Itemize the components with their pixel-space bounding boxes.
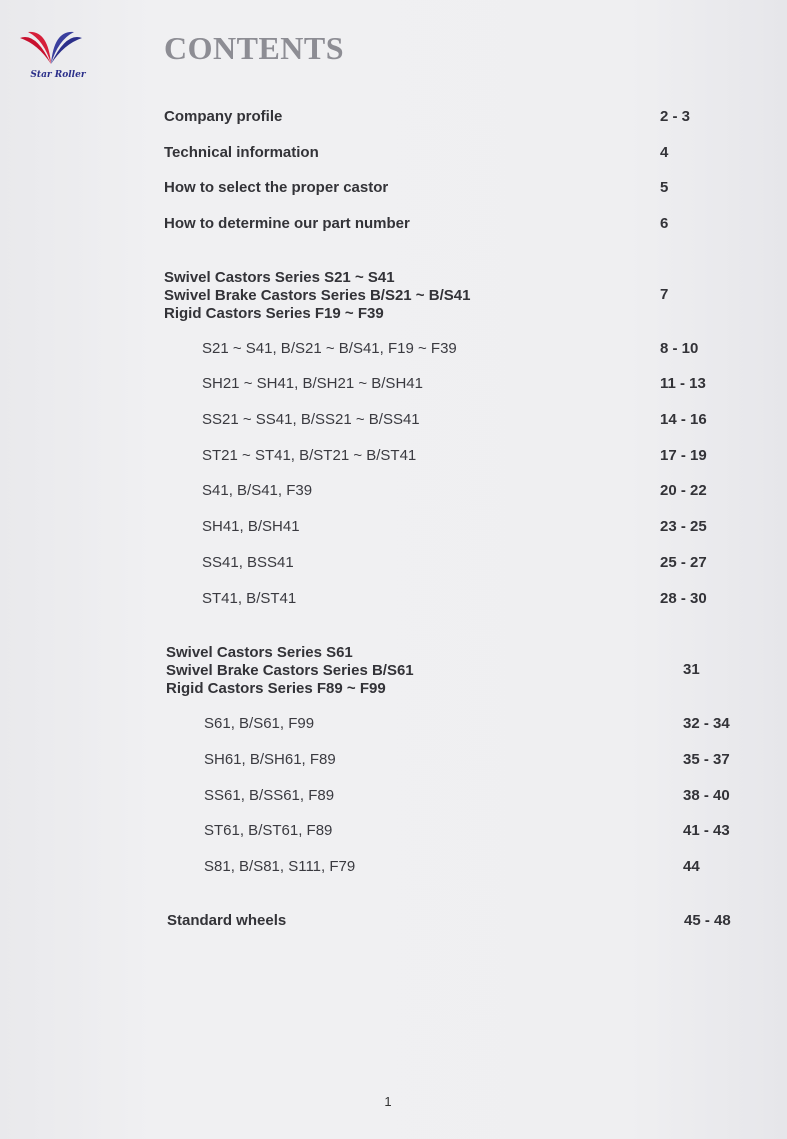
toc-subentry-pages: 35 - 37 <box>683 751 730 768</box>
toc-subentry-label: S81, B/S81, S111, F79 <box>204 858 356 875</box>
toc-subentry-pages: 38 - 40 <box>683 787 730 804</box>
toc-group-pages: 7 <box>660 286 669 303</box>
toc-entry-label: Technical information <box>164 144 319 161</box>
toc-subentry-label: SS21 ~ SS41, B/SS21 ~ B/SS41 <box>202 411 420 428</box>
toc-group-line: Swivel Castors Series S21 ~ S41 <box>164 269 395 286</box>
toc-subentry-pages: 11 - 13 <box>660 375 706 392</box>
toc-subentry-pages: 23 - 25 <box>660 518 707 535</box>
logo-brand-text: Star Roller <box>30 70 86 80</box>
toc-subentry-label: SS61, B/SS61, F89 <box>204 787 335 804</box>
toc-subentry-label: S61, B/S61, F99 <box>204 715 315 732</box>
toc-subentry-label: SH41, B/SH41 <box>202 518 300 535</box>
toc-subentry-label: SH61, B/SH61, F89 <box>204 751 336 768</box>
toc-subentry-pages: 25 - 27 <box>660 554 707 571</box>
toc-subentry-label: S21 ~ S41, B/S21 ~ B/S41, F19 ~ F39 <box>202 340 457 357</box>
toc-subentry-pages: 17 - 19 <box>660 447 707 464</box>
toc-subentry-label: S41, B/S41, F39 <box>202 482 313 499</box>
toc-subentry-label: SS41, BSS41 <box>202 554 294 571</box>
toc-subentry-pages: 8 - 10 <box>660 340 699 357</box>
toc-subentry-pages: 44 <box>683 858 700 875</box>
toc-entry-label: How to select the proper castor <box>164 179 389 196</box>
toc-subentry-pages: 41 - 43 <box>683 822 730 839</box>
page-number: 1 <box>384 1094 392 1109</box>
toc-subentry-label: ST21 ~ ST41, B/ST21 ~ B/ST41 <box>202 447 417 464</box>
toc-subentry-label: SH21 ~ SH41, B/SH21 ~ B/SH41 <box>202 375 423 392</box>
star-roller-logo <box>14 30 90 86</box>
toc-entry-pages: 4 <box>660 144 669 161</box>
toc-entry-pages: 2 - 3 <box>660 108 691 125</box>
toc-entry-pages: 5 <box>660 179 669 196</box>
toc-entry-pages: 45 - 48 <box>684 912 731 929</box>
toc-subentry-pages: 20 - 22 <box>660 482 707 499</box>
toc-entry-label: Company profile <box>164 108 283 125</box>
toc-group-line: Rigid Castors Series F89 ~ F99 <box>166 680 386 697</box>
toc-subentry-pages: 32 - 34 <box>683 715 730 732</box>
toc-group-line: Rigid Castors Series F19 ~ F39 <box>164 305 384 322</box>
toc-entry-label: Standard wheels <box>167 912 287 929</box>
toc-subentry-pages: 14 - 16 <box>660 411 707 428</box>
toc-subentry-pages: 28 - 30 <box>660 590 707 607</box>
toc-subentry-label: ST41, B/ST41 <box>202 590 297 607</box>
toc-subentry-label: ST61, B/ST61, F89 <box>204 822 333 839</box>
page-title: CONTENTS <box>164 30 345 66</box>
toc-entry-pages: 6 <box>660 215 669 232</box>
toc-entry-label: How to determine our part number <box>164 215 410 232</box>
toc-group-line: Swivel Brake Castors Series B/S61 <box>166 662 414 679</box>
toc-group-line: Swivel Castors Series S61 <box>166 644 353 661</box>
toc-group-line: Swivel Brake Castors Series B/S21 ~ B/S41 <box>164 287 471 304</box>
toc-group-pages: 31 <box>683 661 700 678</box>
